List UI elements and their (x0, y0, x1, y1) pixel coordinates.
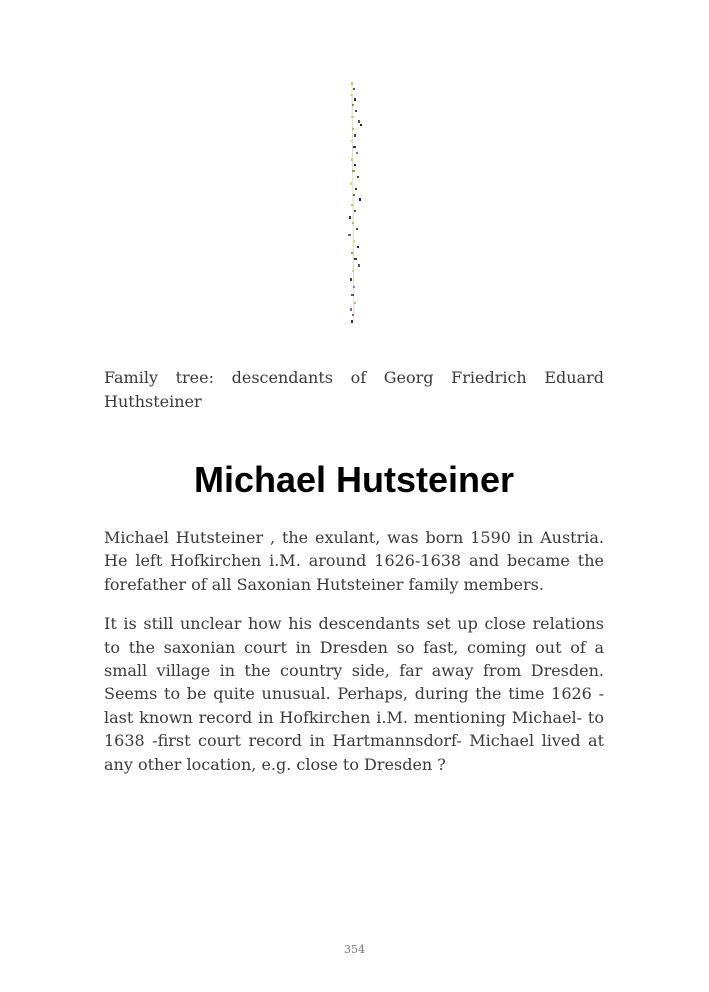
figure-caption: Family tree: descendants of Georg Friedrich Eduard Huthsteiner (104, 368, 604, 411)
body-text (104, 526, 604, 792)
family-tree-figure (330, 76, 378, 328)
paragraph: It is still unclear how his descendants set up close relations to the saxonian court in Dresden so fast, coming out of a small village in the country side, far away from Dresden. Seems to be quite unusual. Perhaps, during the time 1626 -last known record in Hofkirchen i.M. mentioning Michael- to 1638 -first court record in Hartmannsdorf- Michael lived at any other location, e.g. close to Dresden ? (104, 614, 604, 774)
paragraph: Michael Hutsteiner , the exulant, was born 1590 in Austria. He left Hofkirchen i.M. around 1626-1638 and became the forefather of all Saxonian Hutsteiner family members. (104, 528, 604, 594)
page-number: 354 (344, 943, 365, 956)
section-heading: Michael Hutsteiner (193, 459, 515, 500)
family-tree-image (348, 82, 362, 323)
